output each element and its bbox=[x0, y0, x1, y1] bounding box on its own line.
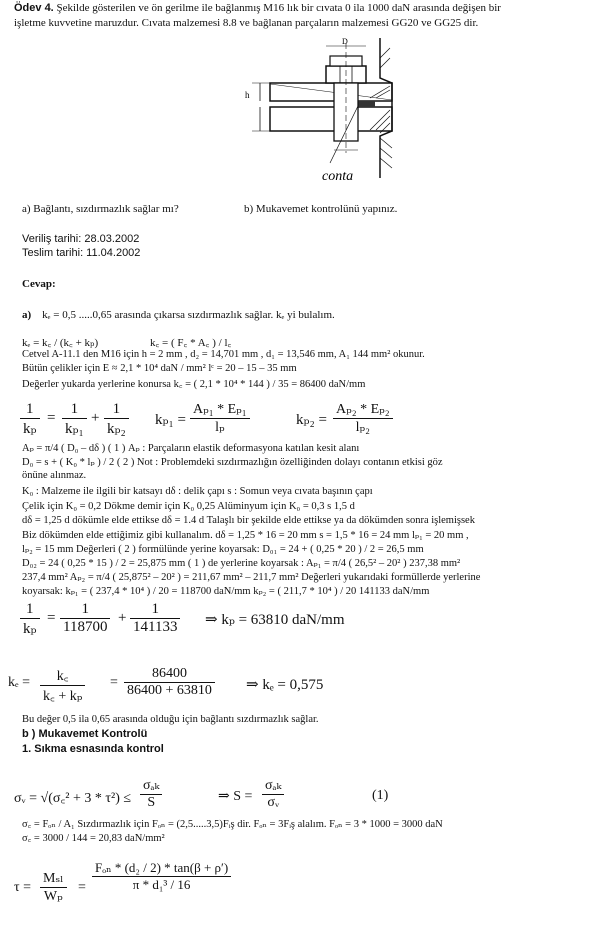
part-b-line2: σ꜀ = 3000 / 144 = 20,83 daN/mm² bbox=[22, 833, 165, 844]
note-line-1: Aₚ = π/4 ( D₀ – dδ ) ( 1 ) Aₚ : Parçaların elastik deformasyona katılan kesit alanı bbox=[22, 443, 360, 454]
note-line-9: D₀₂ = 24 ( 0,25 * 15 ) / 2 = 25,875 mm ( 1 ) de yerlerine koyarsak : Aₚ₁ = π/4 ( 26,5² – 20² ) 237,38 mm² bbox=[22, 558, 461, 569]
sigma-lhs: σᵥ = √(σ꜀² + 3 * τ²) ≤ bbox=[14, 791, 132, 806]
assignment-text-line1: Şekilde gösterilen ve ön gerilme ile bağlanmış M16 lık bir cıvata 0 ila 1000 daN arasında değişen bir bbox=[56, 2, 501, 14]
frac-inv-kp: $\frac{1}{\text{kₚ}}$ bbox=[20, 401, 40, 438]
op-eq1: = bbox=[47, 410, 56, 426]
label-D: D bbox=[342, 38, 348, 46]
assignment-header bbox=[14, 2, 501, 14]
question-b: b) Mukavemet kontrolünü yapınız. bbox=[244, 203, 398, 215]
equation-number: (1) bbox=[372, 788, 389, 803]
lower-plate bbox=[270, 107, 392, 131]
ke-lhs: kₑ = bbox=[8, 675, 30, 690]
ke-eq: = bbox=[110, 675, 118, 690]
frac-S: σₐₖ σᵥ bbox=[262, 777, 284, 811]
bolt-joint-figure bbox=[230, 38, 400, 188]
eq-kc-def: k꜀ = ( F꜀ * A꜀ ) / l꜀ bbox=[150, 337, 232, 349]
frac-kp1: $\frac{\text{Aₚ₁ * Eₚ₁}}{\text{lₚ}}$ bbox=[190, 401, 250, 436]
part-b-heading: b ) Mukavemet Kontrolü bbox=[22, 728, 148, 740]
label-conta: conta bbox=[322, 169, 354, 184]
line-cetvel: Cetvel A-11.1 den M16 için h = 2 mm , d₂ = 14,701 mm , d₁ = 13,546 mm, A₁ 144 mm² okunur. bbox=[22, 349, 425, 360]
question-a: a) Bağlantı, sızdırmazlık sağlar mı? bbox=[22, 203, 179, 215]
note-line-10: 237,4 mm² Aₚ₂ = π/4 ( 25,875² – 20² ) = 211,67 mm² – 211,7 mm² Değerleri yukarıdaki formüllerde yerlerine bbox=[22, 572, 481, 583]
assignment-title: Ödev 4. bbox=[14, 2, 54, 14]
frac-kp-calc-2: $\frac{1}{141133}$ bbox=[130, 601, 180, 636]
assignment-text-line2: işletme kuvvetine maruzdur. Cıvata malzemesi 8.8 ve bağlanan parçaların malzemesi GG20 ve GG25 dir. bbox=[14, 17, 479, 29]
answer-heading: Cevap: bbox=[22, 278, 56, 290]
kp1-lhs: kₚ₁ = bbox=[155, 412, 186, 428]
tau-lhs: τ = bbox=[14, 880, 32, 895]
conclusion: Bu değer 0,5 ila 0,65 arasında olduğu için bağlantı sızdırmazlık sağlar. bbox=[22, 714, 319, 725]
note-line-5: Çelik için K₀ = 0,2 Dökme demir için K₀ 0,25 Alüminyum için K₀ = 0,3 s 1,5 d bbox=[22, 501, 355, 512]
line-celik: Bütün çelikler için E ≈ 2,1 * 10⁴ daN / mm² lᶜ = 20 – 15 – 35 mm bbox=[22, 363, 297, 374]
frac-kp-calc-1: $\frac{1}{118700}$ bbox=[60, 601, 110, 636]
frac-inv-kp1: $\frac{1}{\text{kₚ₁}}$ bbox=[62, 401, 87, 438]
note-line-4: K₀ : Malzeme ile ilgili bir katsayı dδ : delik çapı s : Somun veya cıvata başının çapı bbox=[22, 486, 373, 497]
label-h: h bbox=[245, 90, 250, 100]
tau-eq: = bbox=[78, 880, 86, 895]
frac-tau-expanded: Fₒₙ * (d₂ / 2) * tan(β + ρ′) π * d₁³ / 16 bbox=[92, 860, 231, 893]
note-line-7: Biz dökümden elde ettiğimiz gibi kullanalım. dδ = 1,25 * 16 = 20 mm s = 1,5 * 16 = 24 mm lₚ₁ = 20 mm , bbox=[22, 530, 469, 541]
frac-kp2: $\frac{\text{Aₚ₂ * Eₚ₂}}{\text{lₚ₂}}$ bbox=[333, 401, 393, 436]
note-line-8: lₚ₂ = 15 mm Değerleri ( 2 ) formülünde yerine koyarsak: D₀₁ = 24 + ( 0,25 * 20 ) / 2 = 26,5 mm bbox=[22, 544, 424, 555]
date-given: Veriliş tarihi: 28.03.2002 bbox=[22, 233, 140, 245]
ke-result: ⇒ kₑ = 0,575 bbox=[246, 677, 324, 693]
frac-sigma-ak-S: σₐₖ S bbox=[140, 777, 162, 811]
frac-ke-values: $\frac{86400}{86400 + 63810}$ bbox=[124, 666, 215, 699]
part-b-sub: 1. Sıkma esnasında kontrol bbox=[22, 743, 164, 755]
date-due: Teslim tarihi: 11.04.2002 bbox=[22, 247, 141, 259]
note-line-2: D₀ = s + ( K₀ * lₚ ) / 2 ( 2 ) Not : Problemdeki sızdırmazlığın özelliğinden dolayı contanın etkisi göz bbox=[22, 457, 443, 468]
part-b-line1: σ꜀ = Fₒₙ / A₁ Sızdırmazlık için Fₒₙ = (2,5.....3,5)Fᵢş dir. Fₒₙ = 3Fᵢş alalım. Fₒₙ = 3 * 1000 = 3000 daN bbox=[22, 819, 443, 830]
kp-calc-plus: + bbox=[118, 610, 127, 626]
kp-calc-eq: = bbox=[47, 610, 56, 626]
line-deger: Değerler yukarda yerlerine konursa k꜀ = ( 2,1 * 10⁴ * 144 ) / 35 = 86400 daN/mm bbox=[22, 379, 366, 390]
kp2-lhs: kₚ₂ = bbox=[296, 412, 327, 428]
note-line-6: dδ = 1,25 d dökümle elde ettikse dδ = 1.4 d Talaşlı bir şekilde elde ettikse ya da dökümden sonra işlemişsek bbox=[22, 515, 475, 526]
answer-a-label: a) bbox=[22, 309, 32, 321]
frac-kp-calc-lhs: $\frac{1}{\text{kₚ}}$ bbox=[20, 601, 40, 638]
frac-tau: Mₛₗ Wₚ bbox=[40, 870, 67, 905]
op-plus1: + bbox=[91, 410, 100, 426]
answer-a-text: kₑ = 0,5 .....0,65 arasında çıkarsa sızdırmazlık sağlar. kₑ yi bulalım. bbox=[42, 309, 335, 321]
eq-ke-def: kₑ = k꜀ / (k꜀ + kₚ) bbox=[22, 337, 99, 349]
note-line-3: önüne alınmaz. bbox=[22, 470, 87, 481]
note-line-11: koyarsak: kₚ₁ = ( 237,4 * 10⁴ ) / 20 = 118700 daN/mm kₚ₂ = ( 211,7 * 10⁴ ) / 20 141133 daN/mm bbox=[22, 586, 430, 597]
frac-inv-kp2: $\frac{1}{\text{kₚ₂}}$ bbox=[104, 401, 129, 438]
kp-calc-result: ⇒ kₚ = 63810 daN/mm bbox=[205, 612, 345, 628]
answer-a-line bbox=[22, 309, 335, 321]
s-eq: ⇒ S = bbox=[218, 789, 253, 804]
frac-ke: $\frac{k꜀}{\text{k꜀ + kₚ}}$ bbox=[40, 666, 85, 705]
